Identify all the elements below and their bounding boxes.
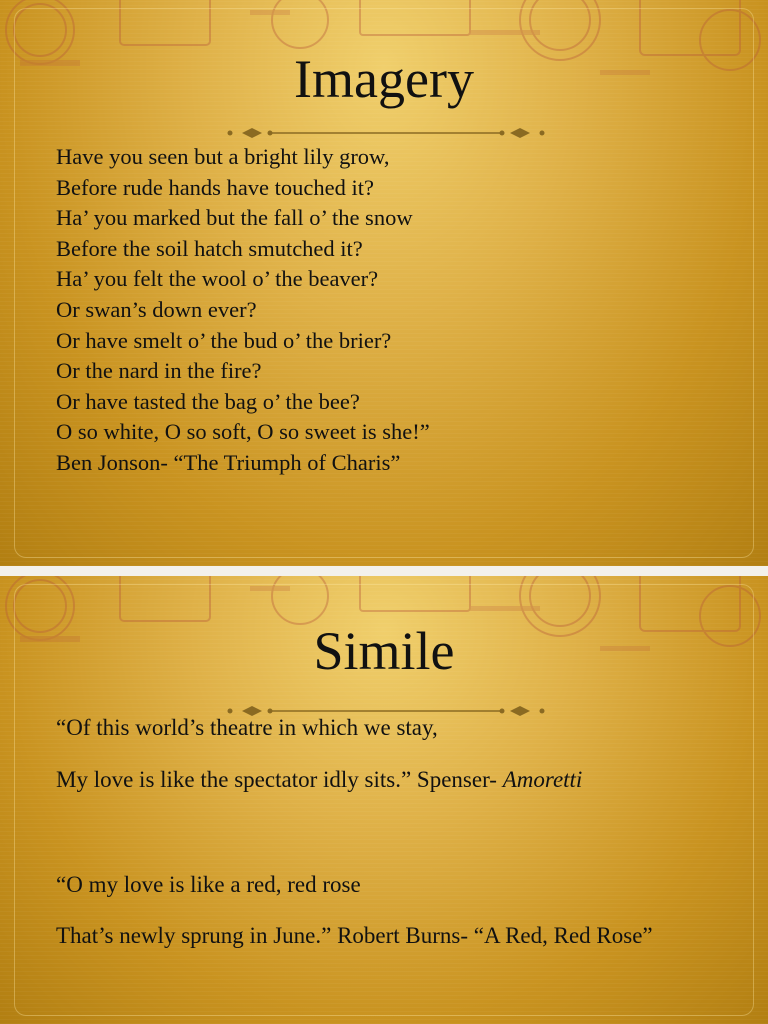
- slide-separator: [0, 566, 768, 576]
- poem-line: Have you seen but a bright lily grow,: [56, 144, 390, 169]
- poem-line: Before the soil hatch smutched it?: [56, 235, 363, 261]
- poem-line: Before rude hands have touched it?: [56, 174, 374, 200]
- poem-line: Or have tasted the bag o’ the bee?: [56, 388, 360, 414]
- poem-text: [56, 142, 430, 479]
- slide-simile: [0, 576, 768, 1024]
- poem-line: Or the nard in the fire?: [56, 358, 262, 384]
- quote-spenser-line2: [56, 765, 696, 795]
- poem-line: Or have smelt o’ the bud o’ the brier?: [56, 327, 392, 353]
- poem-line: Ha’ you marked but the fall o’ the snow: [56, 205, 413, 231]
- quote-text: My love is like the spectator idly sits.” Spenser-: [56, 767, 503, 792]
- slide-title: Simile: [313, 621, 455, 681]
- quote-spenser-line1: “Of this world’s theatre in which we stay,: [56, 715, 438, 740]
- poem-line: O so white, O so soft, O so sweet is she!”: [56, 419, 430, 445]
- poem-attribution: Ben Jonson- “The Triumph of Charis”: [56, 449, 401, 475]
- slide-title: Imagery: [294, 49, 474, 109]
- poem-line: Ha’ you felt the wool o’ the beaver?: [56, 266, 379, 292]
- quote-burns-line2: That’s newly sprung in June.” Robert Burns- “A Red, Red Rose”: [56, 923, 653, 948]
- poem-line: Or swan’s down ever?: [56, 296, 257, 322]
- divider-ornament: [224, 127, 548, 139]
- quote-burns-line1: “O my love is like a red, red rose: [56, 872, 361, 897]
- work-title: Amoretti: [502, 767, 583, 792]
